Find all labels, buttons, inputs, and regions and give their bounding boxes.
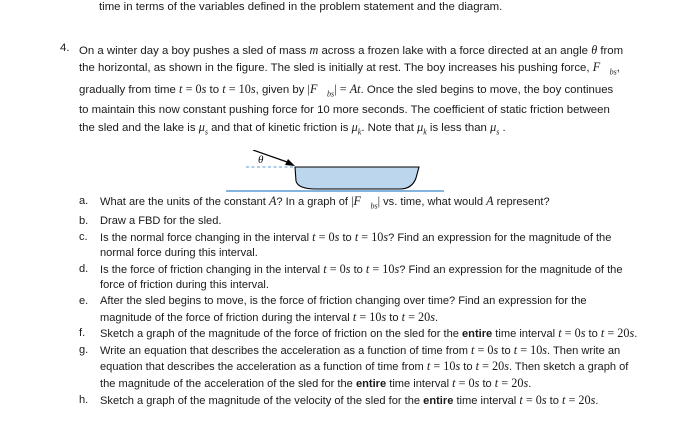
- part-d: d. Is the force of friction changing in the interval t = 0s to t = 10s? Find an expression for the magnitude of the force of friction during this interval.: [79, 261, 623, 292]
- question-number: 4.: [60, 42, 70, 54]
- part-label: h.: [79, 393, 89, 406]
- statement-line-4: to maintain this now constant pushing force for 10 more seconds. The coefficient of static friction between: [79, 104, 610, 117]
- part-label: a.: [79, 195, 89, 207]
- part-label: b.: [79, 215, 89, 228]
- part-text: Draw a FBD for the sled.: [100, 215, 222, 228]
- statement-line-5: the sled and the lake is $\mu_s$ and that of kinetic friction is $\mu_k$. Note that $\mu_k$ is less than $\mu_s$ .: [79, 119, 506, 137]
- sled-figure: [226, 150, 446, 196]
- part-c: c. Is the normal force changing in the interval t = 0s to t = 10s? Find an expression for the magnitude of the normal force during this interval.: [79, 229, 612, 260]
- header-text: time in terms of the variables defined in the problem statement and the diagram.: [99, 1, 503, 13]
- part-label: e.: [79, 295, 89, 307]
- statement-line-2: the horizontal, as shown in the figure. The sled is initially at rest. The boy increases his pushing force, $F⃗_{bs}$,: [79, 60, 620, 77]
- part-h: h. Sketch a graph of the magnitude of the velocity of the sled for the entire time interval t = 0s to t = 20s.: [79, 392, 599, 407]
- part-f: f. Sketch a graph of the magnitude of the force of friction on the sled for the entire time interval t = 0s to t = 20s.: [79, 326, 638, 341]
- push-force-arrowhead: [285, 159, 295, 166]
- part-label: d.: [79, 262, 89, 275]
- sub-questions: [79, 194, 639, 409]
- statement-line-1: On a winter day a boy pushes a sled of mass m across a frozen lake with a force directed at an angle θ from: [79, 43, 624, 57]
- part-g: g. Write an equation that describes the acceleration as a function of time from t = 0s to t = 10s. Then write an equation that describes the acceleration as a function of time from t = 10s to t = 20s. Then sketch a graph of the magnitude of the acceleration of the sled for the entire time interval t = 0s to t = 20s.: [79, 342, 629, 390]
- part-a: a. What are the units of the constant A? In a graph of $|F⃗_{bs}|$ vs. time, what would A represent?: [79, 194, 550, 211]
- sled-body: [295, 167, 419, 189]
- part-label: f.: [79, 327, 86, 340]
- part-e: e. After the sled begins to move, is the force of friction changing over time? Find an expression for the magnitude of the force of friction during the interval t = 10s to t = 20s.: [79, 295, 587, 324]
- part-b: [79, 214, 639, 230]
- part-label: c.: [79, 230, 88, 243]
- question-statement: [79, 42, 639, 140]
- part-label: g.: [79, 343, 89, 356]
- angle-label: θ: [258, 154, 264, 166]
- statement-line-3: gradually from time t = 0s to t = 10s, given by $|F⃗_{bs}| = At$. Once the sled begins to move, the boy continues: [79, 81, 614, 99]
